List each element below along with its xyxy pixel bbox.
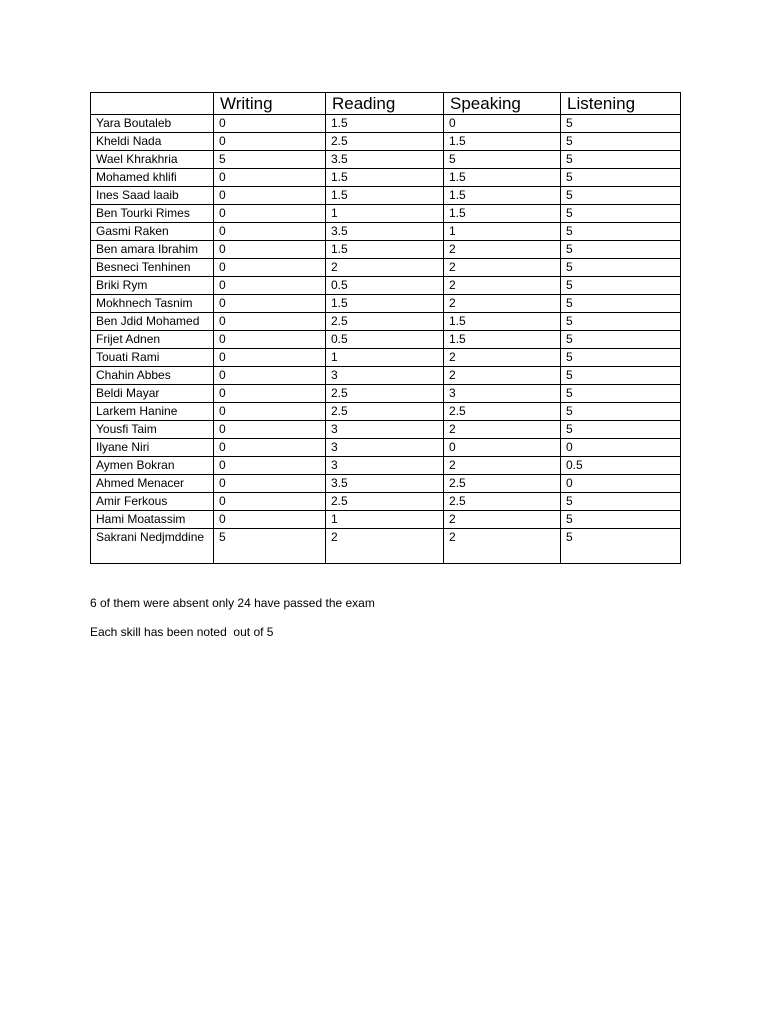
speaking-score-cell: 1 bbox=[444, 223, 561, 241]
student-name-cell: Aymen Bokran bbox=[91, 457, 214, 475]
student-name-cell: Larkem Hanine bbox=[91, 403, 214, 421]
table-row bbox=[91, 529, 681, 564]
speaking-score-cell: 2.5 bbox=[444, 475, 561, 493]
student-name-cell: Ben Jdid Mohamed bbox=[91, 313, 214, 331]
listening-score-cell: 5 bbox=[561, 385, 681, 403]
header-speaking: Speaking bbox=[444, 93, 561, 115]
table-row bbox=[91, 277, 681, 295]
speaking-score-cell: 1.5 bbox=[444, 133, 561, 151]
listening-score-cell: 5 bbox=[561, 493, 681, 511]
reading-score-cell: 1.5 bbox=[326, 115, 444, 133]
writing-score-cell: 0 bbox=[214, 187, 326, 205]
listening-score-cell: 5 bbox=[561, 223, 681, 241]
writing-score-cell: 0 bbox=[214, 475, 326, 493]
student-name-cell: Frijet Adnen bbox=[91, 331, 214, 349]
listening-score-cell: 5 bbox=[561, 259, 681, 277]
writing-score-cell: 0 bbox=[214, 241, 326, 259]
student-name-cell: Sakrani Nedjmddine bbox=[91, 529, 214, 564]
writing-score-cell: 0 bbox=[214, 439, 326, 457]
speaking-score-cell: 2 bbox=[444, 367, 561, 385]
speaking-score-cell: 2.5 bbox=[444, 493, 561, 511]
reading-score-cell: 0.5 bbox=[326, 277, 444, 295]
student-name-cell: Gasmi Raken bbox=[91, 223, 214, 241]
writing-score-cell: 0 bbox=[214, 259, 326, 277]
table-body bbox=[91, 115, 681, 564]
speaking-score-cell: 1.5 bbox=[444, 169, 561, 187]
table-header-row bbox=[91, 93, 681, 115]
reading-score-cell: 1 bbox=[326, 205, 444, 223]
reading-score-cell: 3 bbox=[326, 439, 444, 457]
listening-score-cell: 5 bbox=[561, 277, 681, 295]
listening-score-cell: 5 bbox=[561, 421, 681, 439]
writing-score-cell: 0 bbox=[214, 295, 326, 313]
student-name-cell: Beldi Mayar bbox=[91, 385, 214, 403]
header-writing: Writing bbox=[214, 93, 326, 115]
table-row bbox=[91, 151, 681, 169]
speaking-score-cell: 3 bbox=[444, 385, 561, 403]
listening-score-cell: 5 bbox=[561, 313, 681, 331]
speaking-score-cell: 2 bbox=[444, 421, 561, 439]
student-name-cell: Chahin Abbes bbox=[91, 367, 214, 385]
speaking-score-cell: 1.5 bbox=[444, 313, 561, 331]
reading-score-cell: 2.5 bbox=[326, 403, 444, 421]
reading-score-cell: 1 bbox=[326, 349, 444, 367]
reading-score-cell: 1.5 bbox=[326, 169, 444, 187]
absence-note: 6 of them were absent only 24 have passed the exam bbox=[90, 596, 375, 610]
table-row bbox=[91, 259, 681, 277]
table-row bbox=[91, 493, 681, 511]
listening-score-cell: 5 bbox=[561, 529, 681, 564]
header-blank bbox=[91, 93, 214, 115]
student-name-cell: Touati Rami bbox=[91, 349, 214, 367]
student-name-cell: Briki Rym bbox=[91, 277, 214, 295]
student-name-cell: Ben Tourki Rimes bbox=[91, 205, 214, 223]
student-name-cell: Mokhnech Tasnim bbox=[91, 295, 214, 313]
header-reading: Reading bbox=[326, 93, 444, 115]
table-row bbox=[91, 331, 681, 349]
table-row bbox=[91, 241, 681, 259]
student-name-cell: Hami Moatassim bbox=[91, 511, 214, 529]
student-name-cell: Mohamed khlifi bbox=[91, 169, 214, 187]
reading-score-cell: 3.5 bbox=[326, 151, 444, 169]
speaking-score-cell: 2 bbox=[444, 457, 561, 475]
table-row bbox=[91, 511, 681, 529]
writing-score-cell: 0 bbox=[214, 511, 326, 529]
table-row bbox=[91, 367, 681, 385]
listening-score-cell: 5 bbox=[561, 295, 681, 313]
table-row bbox=[91, 349, 681, 367]
listening-score-cell: 0 bbox=[561, 439, 681, 457]
speaking-score-cell: 2.5 bbox=[444, 403, 561, 421]
table-row bbox=[91, 475, 681, 493]
reading-score-cell: 2 bbox=[326, 259, 444, 277]
listening-score-cell: 5 bbox=[561, 115, 681, 133]
writing-score-cell: 0 bbox=[214, 277, 326, 295]
listening-score-cell: 5 bbox=[561, 169, 681, 187]
listening-score-cell: 5 bbox=[561, 205, 681, 223]
listening-score-cell: 5 bbox=[561, 133, 681, 151]
speaking-score-cell: 5 bbox=[444, 151, 561, 169]
table-row bbox=[91, 223, 681, 241]
reading-score-cell: 1.5 bbox=[326, 187, 444, 205]
reading-score-cell: 0.5 bbox=[326, 331, 444, 349]
writing-score-cell: 0 bbox=[214, 385, 326, 403]
reading-score-cell: 3 bbox=[326, 421, 444, 439]
reading-score-cell: 2.5 bbox=[326, 133, 444, 151]
scale-note: Each skill has been noted out of 5 bbox=[90, 625, 274, 639]
table-row bbox=[91, 313, 681, 331]
writing-score-cell: 0 bbox=[214, 205, 326, 223]
speaking-score-cell: 2 bbox=[444, 511, 561, 529]
reading-score-cell: 3 bbox=[326, 367, 444, 385]
table-row bbox=[91, 385, 681, 403]
speaking-score-cell: 2 bbox=[444, 529, 561, 564]
writing-score-cell: 5 bbox=[214, 151, 326, 169]
speaking-score-cell: 2 bbox=[444, 349, 561, 367]
student-name-cell: Ben amara Ibrahim bbox=[91, 241, 214, 259]
table-row bbox=[91, 187, 681, 205]
listening-score-cell: 5 bbox=[561, 403, 681, 421]
reading-score-cell: 2 bbox=[326, 529, 444, 564]
student-name-cell: Ahmed Menacer bbox=[91, 475, 214, 493]
listening-score-cell: 5 bbox=[561, 331, 681, 349]
listening-score-cell: 5 bbox=[561, 241, 681, 259]
reading-score-cell: 3 bbox=[326, 457, 444, 475]
writing-score-cell: 5 bbox=[214, 529, 326, 564]
writing-score-cell: 0 bbox=[214, 403, 326, 421]
writing-score-cell: 0 bbox=[214, 421, 326, 439]
table-row bbox=[91, 439, 681, 457]
reading-score-cell: 3.5 bbox=[326, 475, 444, 493]
table-row bbox=[91, 295, 681, 313]
listening-score-cell: 5 bbox=[561, 187, 681, 205]
speaking-score-cell: 0 bbox=[444, 439, 561, 457]
student-name-cell: Besneci Tenhinen bbox=[91, 259, 214, 277]
listening-score-cell: 5 bbox=[561, 367, 681, 385]
student-name-cell: Yara Boutaleb bbox=[91, 115, 214, 133]
writing-score-cell: 0 bbox=[214, 349, 326, 367]
student-name-cell: Wael Khrakhria bbox=[91, 151, 214, 169]
speaking-score-cell: 2 bbox=[444, 277, 561, 295]
reading-score-cell: 2.5 bbox=[326, 493, 444, 511]
reading-score-cell: 3.5 bbox=[326, 223, 444, 241]
reading-score-cell: 1.5 bbox=[326, 241, 444, 259]
table-row bbox=[91, 169, 681, 187]
writing-score-cell: 0 bbox=[214, 367, 326, 385]
student-name-cell: Yousfi Taim bbox=[91, 421, 214, 439]
table-row bbox=[91, 133, 681, 151]
student-name-cell: Ines Saad laaib bbox=[91, 187, 214, 205]
writing-score-cell: 0 bbox=[214, 133, 326, 151]
listening-score-cell: 5 bbox=[561, 349, 681, 367]
table-row bbox=[91, 403, 681, 421]
reading-score-cell: 2.5 bbox=[326, 313, 444, 331]
reading-score-cell: 2.5 bbox=[326, 385, 444, 403]
table-row bbox=[91, 115, 681, 133]
student-name-cell: Ilyane Niri bbox=[91, 439, 214, 457]
listening-score-cell: 0 bbox=[561, 475, 681, 493]
header-listening: Listening bbox=[561, 93, 681, 115]
listening-score-cell: 5 bbox=[561, 151, 681, 169]
writing-score-cell: 0 bbox=[214, 331, 326, 349]
table-row bbox=[91, 421, 681, 439]
table-row bbox=[91, 205, 681, 223]
writing-score-cell: 0 bbox=[214, 457, 326, 475]
reading-score-cell: 1 bbox=[326, 511, 444, 529]
speaking-score-cell: 2 bbox=[444, 259, 561, 277]
listening-score-cell: 0.5 bbox=[561, 457, 681, 475]
table-row bbox=[91, 457, 681, 475]
writing-score-cell: 0 bbox=[214, 313, 326, 331]
speaking-score-cell: 1.5 bbox=[444, 331, 561, 349]
reading-score-cell: 1.5 bbox=[326, 295, 444, 313]
speaking-score-cell: 2 bbox=[444, 295, 561, 313]
student-name-cell: Kheldi Nada bbox=[91, 133, 214, 151]
speaking-score-cell: 2 bbox=[444, 241, 561, 259]
speaking-score-cell: 1.5 bbox=[444, 205, 561, 223]
student-name-cell: Amir Ferkous bbox=[91, 493, 214, 511]
listening-score-cell: 5 bbox=[561, 511, 681, 529]
speaking-score-cell: 0 bbox=[444, 115, 561, 133]
scores-table bbox=[90, 92, 681, 564]
writing-score-cell: 0 bbox=[214, 115, 326, 133]
writing-score-cell: 0 bbox=[214, 493, 326, 511]
writing-score-cell: 0 bbox=[214, 223, 326, 241]
writing-score-cell: 0 bbox=[214, 169, 326, 187]
speaking-score-cell: 1.5 bbox=[444, 187, 561, 205]
